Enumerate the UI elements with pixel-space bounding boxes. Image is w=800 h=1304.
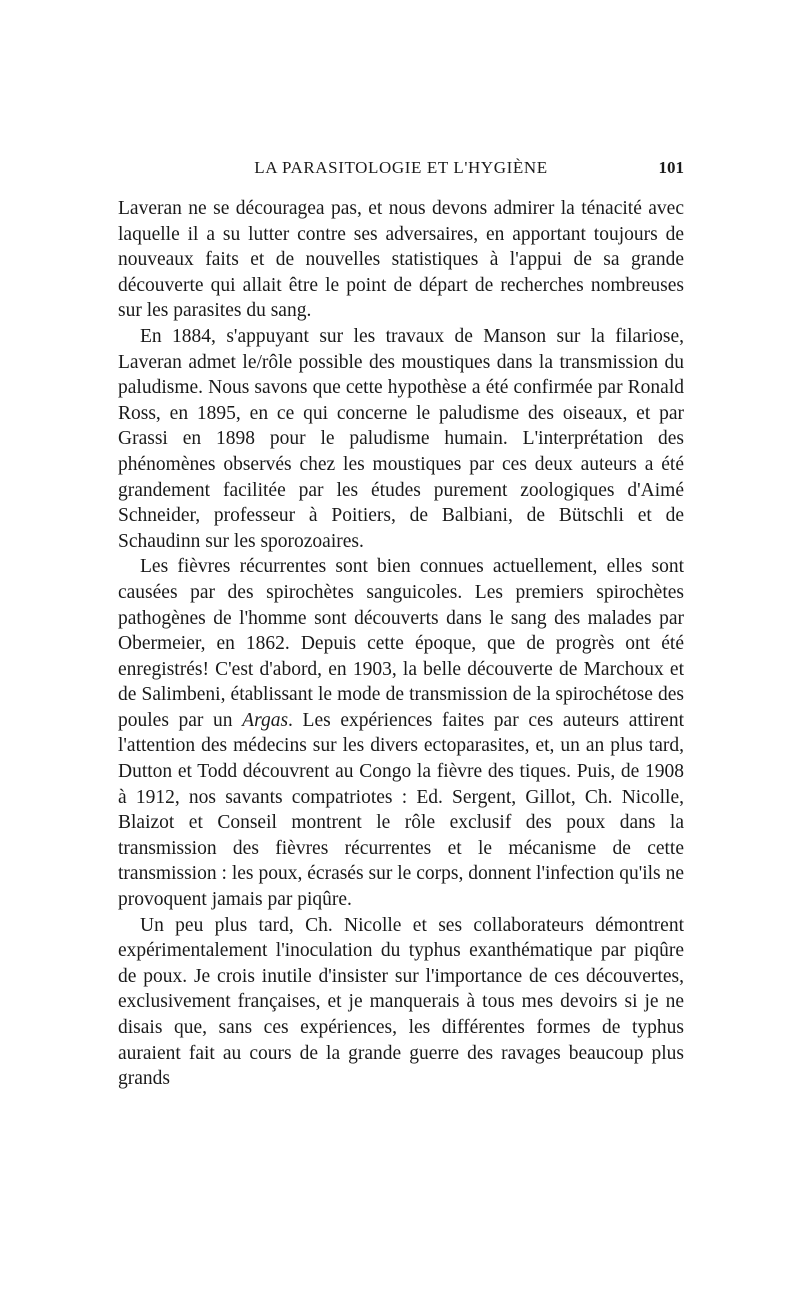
- paragraph-3-text-b: . Les expériences faites par ces auteurs attirent l'attention des médecins sur les divers ectoparasites, et, un an plus tard, Dutton et Todd découvrent au Congo la fièvre des tiques. Puis, de 1908 à 1912, nos savants compatriotes : Ed. Sergent, Gillot, Ch. Nicolle, Blaizot et Conseil montrent le rôle exclusif des poux dans la transmission des fièvres récurrentes et le mécanisme de cette transmission : les poux, écrasés sur le corps, donnent l'infection qu'ils ne provoquent jamais par piqûre.: [118, 709, 684, 911]
- paragraph-2: En 1884, s'appuyant sur les travaux de Manson sur la filariose, Laveran admet le/rôle possible des moustiques dans la transmission du paludisme. Nous savons que cette hypothèse a été confirmée par Ronald Ross, en 1895, en ce qui concerne le paludisme des oiseaux, et par Grassi en 1898 pour le paludisme humain. L'interprétation des phénomènes observés chez les moustiques par ces deux auteurs a été grandement facilitée par les études purement zoologiques d'Aimé Schneider, professeur à Poitiers, de Balbiani, de Bütschli et de Schaudinn sur les sporozoaires.: [118, 325, 684, 552]
- paragraph-1: Laveran ne se découragea pas, et nous devons admirer la ténacité avec laquelle il a su lutter contre ses adversaires, en apportant toujours de nouveaux faits et de nouvelles statistiques à l'appui de sa grande découverte qui allait être le point de départ de recherches nombreuses sur les parasites du sang.: [118, 198, 684, 322]
- body-text: [118, 196, 684, 1092]
- running-header: [118, 158, 684, 182]
- genus-name-italic: Argas: [242, 709, 289, 731]
- running-title: LA PARASITOLOGIE ET L'HYGIÈNE: [254, 158, 548, 177]
- page-number: 101: [658, 158, 684, 177]
- paragraph-4: Un peu plus tard, Ch. Nicolle et ses collaborateurs démontrent expérimentalement l'inoculation du typhus exanthématique par piqûre de poux. Je crois inutile d'insister sur l'importance de ces découvertes, exclusivement françaises, et je manquerais à tous mes devoirs si je ne disais que, sans ces expériences, les différentes formes de typhus auraient fait au cours de la grande guerre des ravages beaucoup plus grands: [118, 914, 684, 1090]
- paragraph-3-text-a: Les fièvres récurrentes sont bien connues actuellement, elles sont causées par des spirochètes sanguicoles. Les premiers spirochètes pathogènes de l'homme sont découverts dans le sang des malades par Obermeier, en 1862. Depuis cette époque, que de progrès ont été enregistrés! C'est d'abord, en 1903, la belle découverte de Marchoux et de Salimbeni, établissant le mode de transmission de la spirochétose des poules par un: [118, 556, 684, 731]
- paragraph-3: [118, 554, 684, 912]
